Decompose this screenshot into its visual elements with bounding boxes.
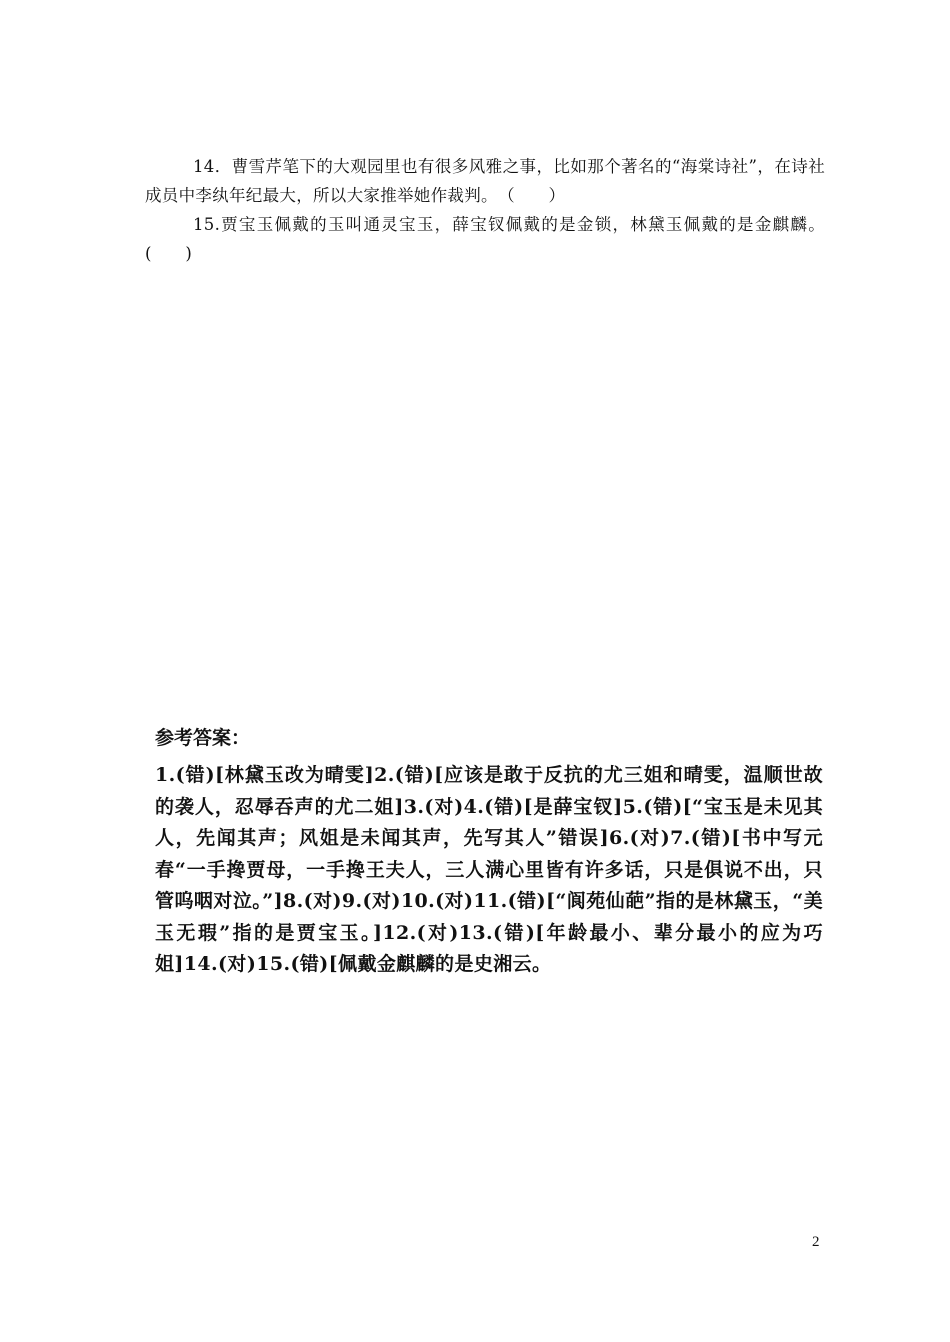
question-15: 15.贾宝玉佩戴的玉叫通灵宝玉，薛宝钗佩戴的是金锁，林黛玉佩戴的是金麒麟。( ) <box>145 215 825 263</box>
question-14: 14．曹雪芹笔下的大观园里也有很多风雅之事，比如那个著名的“海棠诗社”，在诗社成员中李纨年纪最大，所以大家推举她作裁判。 （ ） <box>145 157 825 205</box>
answer-key-title: 参考答案： <box>155 727 251 749</box>
answer-key-body: 1.(错)[林黛玉改为晴雯]2.(错)[应该是敢于反抗的尤三姐和晴雯，温顺世故的袭人，忍辱吞声的尤二姐]3.(对)4.(错)[是薛宝钗]5.(错)[“宝玉是未见其人，先闻其声；风姐是未闻其声，先写其人”错误]6.(对)7.(错)[书中写元春“一手搀贾母，一手搀王夫人，三人满心里皆有许多话，只是俱说不出，只管呜咽对泣。”]8.(对)9.(对)10.(对)11.(错)[“阆苑仙葩”指的是林黛玉，“美玉无瑕”指的是贾宝玉。]12.(对)13.(错)[年龄最小、辈分最小的应为巧姐]14.(对)15.(错)[佩戴金麒麟的是史湘云。 <box>155 764 823 975</box>
page-number: 2 <box>812 1234 820 1250</box>
